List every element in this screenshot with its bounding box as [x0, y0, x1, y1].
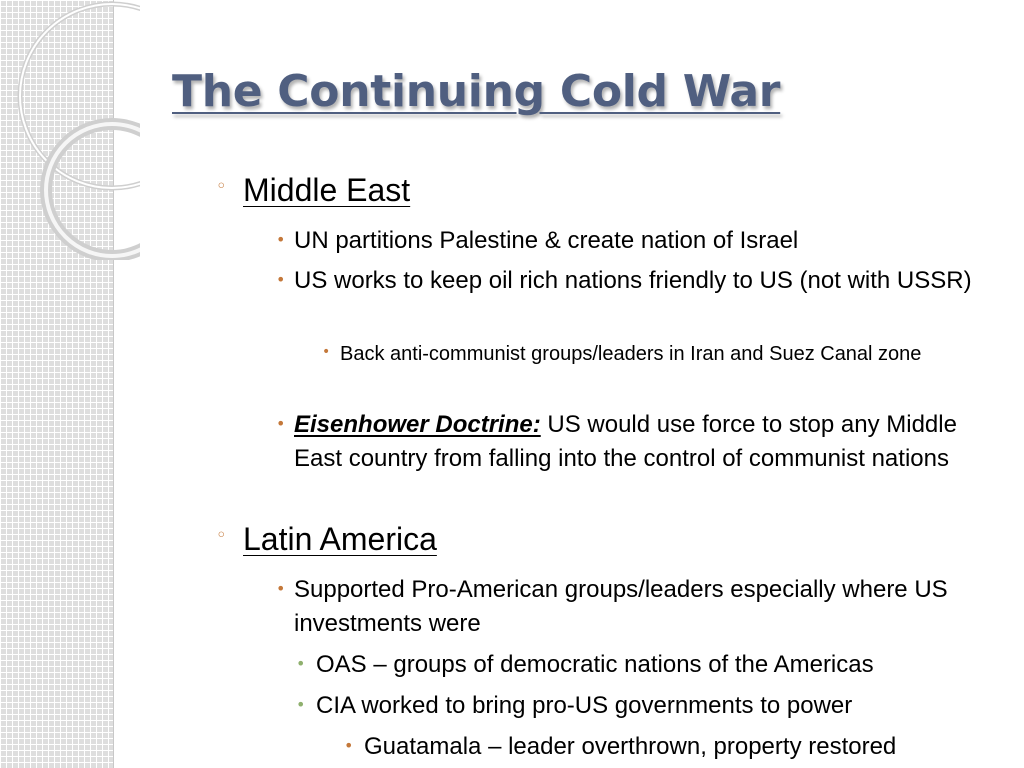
circle-bullet-icon: ◦ — [216, 525, 227, 546]
dot-bullet-icon: • — [276, 270, 286, 289]
list-item-text: Guatamala – leader overthrown, property restored — [364, 733, 897, 760]
doctrine-term: Eisenhower Doctrine: — [294, 411, 541, 438]
decorative-sidebar — [0, 0, 114, 768]
dot-bullet-icon: • — [322, 344, 331, 360]
dot-bullet-icon: • — [276, 414, 286, 433]
circle-bullet-icon: ◦ — [216, 176, 227, 197]
section-heading-text: Middle East — [243, 172, 411, 208]
list-item — [276, 573, 974, 641]
list-item — [296, 648, 976, 682]
section-heading-latin-america — [216, 521, 437, 558]
list-item — [276, 264, 974, 298]
dot-bullet-icon: • — [276, 230, 286, 249]
list-item-eisenhower-doctrine — [276, 408, 974, 476]
section-heading-text: Latin America — [243, 521, 437, 557]
list-item — [322, 339, 970, 369]
list-item — [296, 689, 976, 723]
dot-bullet-icon: • — [276, 579, 286, 598]
section-heading-middle-east — [216, 172, 411, 209]
list-item — [276, 224, 974, 258]
list-item-text: CIA worked to bring pro-US governments to power — [316, 692, 853, 719]
doctrine-text: US would use force to stop any Middle East country from falling into the control of communist nations — [294, 411, 957, 472]
list-item-text: US works to keep oil rich nations friendly to US (not with USSR) — [294, 267, 972, 294]
dot-bullet-icon: • — [296, 695, 306, 714]
list-item-text: UN partitions Palestine & create nation of Israel — [294, 227, 799, 254]
list-item — [344, 730, 994, 764]
dot-bullet-icon: • — [296, 654, 306, 673]
slide-title: The Continuing Cold War — [172, 66, 781, 117]
list-item-text: Back anti-communist groups/leaders in Iran and Suez Canal zone — [340, 343, 922, 365]
dot-bullet-icon: • — [344, 736, 354, 755]
list-item-text: OAS – groups of democratic nations of the Americas — [316, 651, 874, 678]
list-item-text: Supported Pro-American groups/leaders especially where US investments were — [294, 576, 948, 637]
